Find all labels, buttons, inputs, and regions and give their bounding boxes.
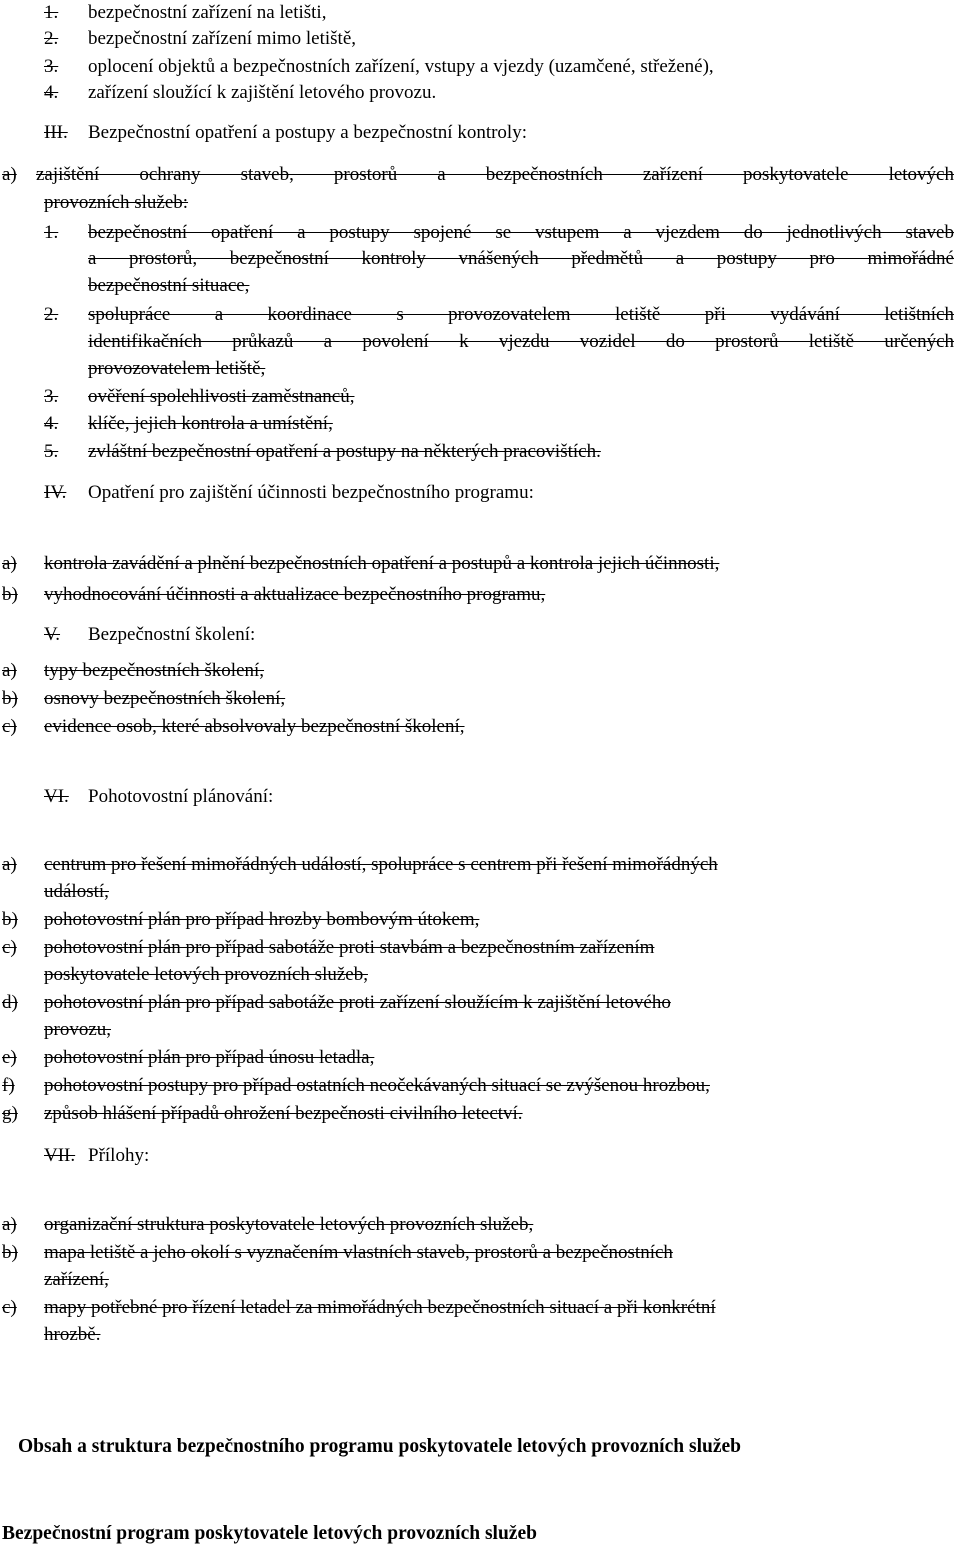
section-number: VI. [44,786,69,807]
list-item [44,56,714,78]
item-text: provozu, [44,1019,112,1040]
item-text: pohotovostní plán pro případ únosu letadla, [44,1047,375,1068]
item-label: a) [2,854,17,875]
item-text: osnovy bezpečnostních školení, [44,688,286,709]
section-number: III. [44,122,68,143]
subitem-text: klíče, jejich kontrola a umístění, [88,413,333,434]
item-label: c) [2,1297,17,1318]
document-heading: Obsah a struktura bezpečnostního programu poskytovatele letových provozních služeb [18,1436,741,1457]
section-title: Opatření pro zajištění účinnosti bezpečnostního programu: [88,482,534,503]
item-text: bezpečnostní zařízení mimo letiště, [88,28,357,49]
item-text: událostí, [44,881,109,902]
item-text: centrum pro řešení mimořádných událostí, spolupráce s centrem při řešení mimořádných [44,854,718,875]
item-label: b) [2,688,18,709]
item-text: bezpečnostní zařízení na letišti, [88,2,327,23]
subitem-text: bezpečnostní situace, [88,275,250,296]
subitem-number: 5. [44,441,59,462]
item-number: 1. [44,2,59,23]
item-text: zařízení sloužící k zajištění letového provozu. [88,82,437,103]
item-text: způsob hlášení případů ohrožení bezpečnosti civilního letectví. [44,1103,523,1124]
section-title: Bezpečnostní školení: [88,624,256,645]
subitem-text: identifikačních průkazů a povolení k vjezdu vozidel do prostorů letiště určených [88,331,954,352]
section-title: Přílohy: [88,1145,150,1166]
item-text: organizační struktura poskytovatele letových provozních služeb, [44,1214,534,1235]
section-title: Pohotovostní plánování: [88,786,274,807]
section-title: Bezpečnostní opatření a postupy a bezpečnostní kontroly: [88,122,527,143]
item-text: mapa letiště a jeho okolí s vyznačením vlastních staveb, prostorů a bezpečnostních [44,1242,673,1263]
document-title: Bezpečnostní program poskytovatele letových provozních služeb [2,1523,537,1544]
subitem-text: provozovatelem letiště, [88,358,266,379]
item-text: pohotovostní plán pro případ sabotáže proti stavbám a bezpečnostním zařízením [44,937,655,958]
subitem-number: 2. [44,304,59,325]
list-item [44,2,327,24]
subitem-text: spolupráce a koordinace s provozovatelem letiště při vydávání letištních [88,304,954,325]
subitem-text: zvláštní bezpečnostní opatření a postupy na některých pracovištích. [88,441,601,462]
item-label: a) [2,1214,17,1235]
item-text: kontrola zavádění a plnění bezpečnostních opatření a postupů a kontrola jejich účinnosti, [44,553,720,574]
item-label: d) [2,992,18,1013]
item-number: 3. [44,56,59,77]
item-number: 4. [44,82,59,103]
section-number: IV. [44,482,67,503]
item-label: f) [2,1075,15,1096]
item-label: a) [2,164,17,185]
item-text: typy bezpečnostních školení, [44,660,265,681]
list-item [44,28,357,50]
item-label: c) [2,716,17,737]
item-label: g) [2,1103,18,1124]
item-label: e) [2,1047,17,1068]
item-label: a) [2,660,17,681]
subitem-text: a prostorů, bezpečnostní kontroly vnášených předmětů a postupy pro mimořádné [88,248,954,269]
item-text: vyhodnocování účinnosti a aktualizace bezpečnostního programu, [44,584,546,605]
item-text: poskytovatele letových provozních služeb, [44,964,368,985]
item-text: provozních služeb: [44,192,189,213]
section-heading [44,1145,150,1167]
section-heading [44,786,274,808]
item-text: mapy potřebné pro řízení letadel za mimořádných bezpečnostních situací a při konkrétní [44,1297,716,1318]
subitem-number: 1. [44,222,59,243]
section-heading [44,624,256,646]
subitem-text: ověření spolehlivosti zaměstnanců, [88,386,355,407]
section-number: V. [44,624,61,645]
subitem-number: 3. [44,386,59,407]
item-text: evidence osob, které absolvovaly bezpečnostní školení, [44,716,465,737]
item-text: zařízení, [44,1269,109,1290]
item-label: c) [2,937,17,958]
subitem-number: 4. [44,413,59,434]
item-number: 2. [44,28,59,49]
section-heading [44,122,527,144]
item-label: b) [2,909,18,930]
item-text: hrozbě. [44,1324,101,1345]
section-number: VII. [44,1145,76,1166]
subitem-text: bezpečnostní opatření a postupy spojené se vstupem a vjezdem do jednotlivých staveb [88,222,954,243]
item-text: pohotovostní plán pro případ sabotáže proti zařízení sloužícím k zajištění letového [44,992,671,1013]
list-item [44,82,437,104]
item-text: zajištění ochrany staveb, prostorů a bezpečnostních zařízení poskytovatele letových [36,164,954,185]
section-heading [44,482,534,504]
item-label: b) [2,1242,18,1263]
item-text: oplocení objektů a bezpečnostních zařízení, vstupy a vjezdy (uzamčené, střežené), [88,56,714,77]
item-text: pohotovostní postupy pro případ ostatních neočekávaných situací se zvýšenou hrozbou, [44,1075,710,1096]
item-text: pohotovostní plán pro případ hrozby bombovým útokem, [44,909,480,930]
item-label: b) [2,584,18,605]
item-label: a) [2,553,17,574]
